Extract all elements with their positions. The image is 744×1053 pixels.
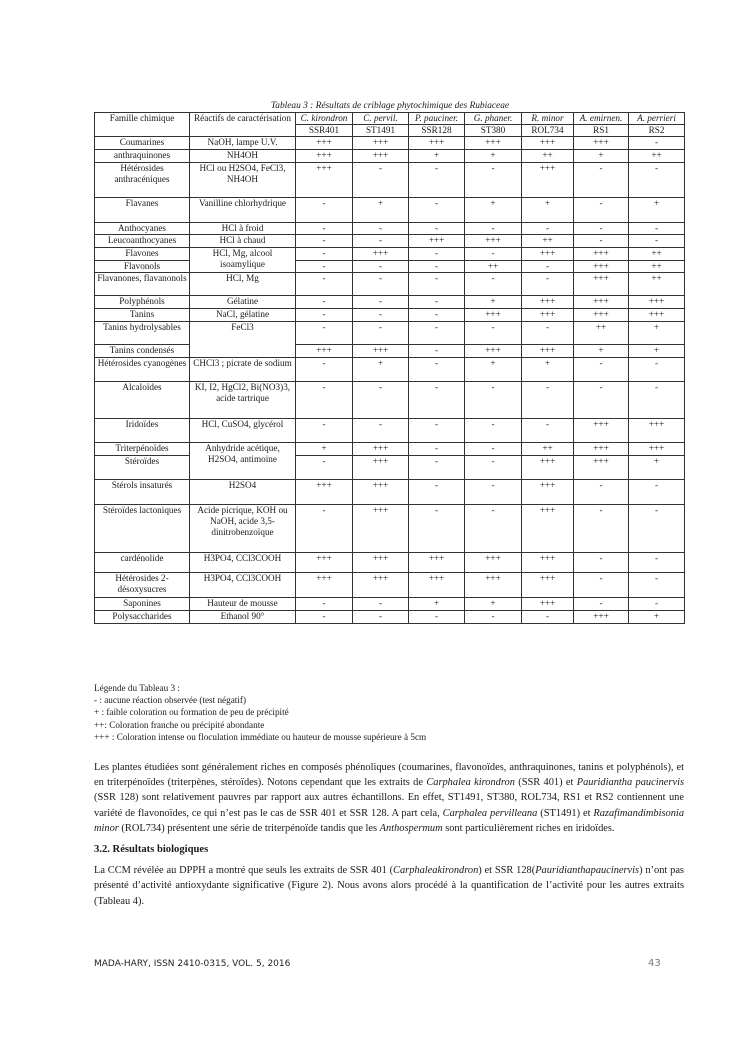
cell-result: + (522, 198, 574, 223)
cell-result: - (409, 261, 465, 273)
cell-result: +++ (522, 456, 574, 480)
cell-result: +++ (465, 235, 522, 248)
header-species: A. perrieri (629, 113, 685, 125)
cell-result: +++ (629, 309, 685, 322)
table-row (95, 611, 685, 624)
cell-famille: Polysaccharides (95, 611, 190, 624)
cell-reactif: Gélatine (190, 296, 296, 309)
cell-result: - (629, 235, 685, 248)
cell-result: + (353, 358, 409, 382)
header-code: RS1 (574, 125, 629, 137)
cell-result: + (465, 296, 522, 309)
cell-result: - (629, 480, 685, 505)
header-species: C. pervil. (353, 113, 409, 125)
cell-result: ++ (629, 261, 685, 273)
cell-famille: Flavanes (95, 198, 190, 223)
cell-reactif: KI, I2, HgCl2, Bi(NO3)3, acide tartrique (190, 382, 296, 419)
cell-result: +++ (296, 150, 353, 163)
cell-reactif: NaOH, lampe U.V. (190, 137, 296, 150)
cell-result: +++ (353, 443, 409, 456)
cell-result: - (353, 235, 409, 248)
cell-result: +++ (296, 345, 353, 358)
cell-result: - (574, 358, 629, 382)
cell-result: - (296, 419, 353, 443)
header-famille: Famille chimique (95, 113, 190, 137)
page-number: 43 (648, 958, 661, 969)
cell-result: +++ (409, 235, 465, 248)
cell-result: - (465, 273, 522, 296)
cell-result: +++ (353, 573, 409, 598)
cell-result: - (465, 163, 522, 198)
cell-result: + (409, 598, 465, 611)
table-row (95, 443, 685, 456)
cell-result: + (574, 150, 629, 163)
cell-result: - (522, 322, 574, 345)
cell-result: - (629, 573, 685, 598)
cell-result: +++ (353, 248, 409, 261)
cell-famille: Hétérosides 2-désoxysucres (95, 573, 190, 598)
legend-item: +++ : Coloration intense ou floculation immédiate ou hauteur de mousse supérieure à 5cm (94, 731, 427, 742)
cell-result: +++ (629, 443, 685, 456)
cell-result: +++ (465, 553, 522, 573)
header-reactifs: Réactifs de caractérisation (190, 113, 296, 137)
cell-result: +++ (296, 573, 353, 598)
cell-result: - (409, 223, 465, 235)
cell-result: +++ (522, 309, 574, 322)
cell-result: - (296, 261, 353, 273)
cell-result: - (409, 296, 465, 309)
cell-result: - (629, 223, 685, 235)
cell-result: - (353, 322, 409, 345)
paragraph-biological-results: La CCM révélée au DPPH a montré que seuls les extraits de SSR 401 (Carphaleakirondron) et SSR 128(Pauridianthapaucinervis) n’ont pas présenté d’activité antioxydante significative (Figure 2). Nous avons alors procédé à la quantification de l’activité pour les autres extraits (Tableau 4). (94, 865, 684, 907)
cell-famille: Polyphénols (95, 296, 190, 309)
cell-result: - (409, 273, 465, 296)
cell-result: - (296, 598, 353, 611)
cell-famille: Tanins (95, 309, 190, 322)
cell-result: +++ (574, 248, 629, 261)
cell-famille: Tanins hydrolysables (95, 322, 190, 345)
cell-famille: Stéroïdes (95, 456, 190, 480)
cell-result: - (409, 163, 465, 198)
cell-result: - (574, 235, 629, 248)
cell-result: - (353, 223, 409, 235)
cell-result: +++ (522, 553, 574, 573)
cell-result: +++ (522, 137, 574, 150)
cell-result: +++ (409, 137, 465, 150)
legend-item: ++: Coloration franche ou précipité abondante (94, 719, 265, 730)
cell-result: +++ (522, 598, 574, 611)
cell-result: - (353, 309, 409, 322)
header-species: G. phaner. (465, 113, 522, 125)
cell-result: - (574, 598, 629, 611)
cell-famille: Alcaloïdes (95, 382, 190, 419)
cell-result: + (296, 443, 353, 456)
cell-reactif: H3PO4, CCl3COOH (190, 553, 296, 573)
cell-result: +++ (296, 553, 353, 573)
cell-result: + (629, 611, 685, 624)
cell-result: - (465, 248, 522, 261)
cell-result: - (629, 505, 685, 553)
cell-result: - (296, 309, 353, 322)
table-row (95, 419, 685, 443)
legend-title: Légende du Tableau 3 : (94, 683, 180, 693)
cell-result: - (296, 322, 353, 345)
table-row (95, 322, 685, 345)
cell-famille: Flavones (95, 248, 190, 261)
cell-result: ++ (522, 443, 574, 456)
cell-result: + (353, 198, 409, 223)
cell-result: + (629, 322, 685, 345)
cell-result: - (629, 137, 685, 150)
table-row (95, 480, 685, 505)
cell-result: +++ (574, 273, 629, 296)
cell-famille: cardénolide (95, 553, 190, 573)
cell-reactif: HCl à froid (190, 223, 296, 235)
cell-result: +++ (353, 553, 409, 573)
cell-result: + (465, 358, 522, 382)
cell-reactif: FeCl3 (190, 322, 296, 358)
cell-result: +++ (574, 309, 629, 322)
legend-item: - : aucune réaction observée (test négatif) (94, 695, 247, 706)
cell-result: - (465, 443, 522, 456)
cell-result: - (409, 248, 465, 261)
cell-reactif: CHCl3 ; picrate de sodium (190, 358, 296, 382)
section-heading: 3.2. Résultats biologiques (94, 844, 209, 856)
cell-result: - (465, 419, 522, 443)
table-row (95, 573, 685, 598)
cell-result: +++ (522, 296, 574, 309)
cell-result: - (574, 198, 629, 223)
body-text (94, 760, 684, 909)
cell-famille: Saponines (95, 598, 190, 611)
table-row (95, 345, 685, 358)
cell-result: - (353, 273, 409, 296)
cell-result: - (574, 223, 629, 235)
cell-result: +++ (465, 309, 522, 322)
cell-result: - (296, 505, 353, 553)
cell-result: - (296, 235, 353, 248)
table-row (95, 598, 685, 611)
header-code: ROL734 (522, 125, 574, 137)
cell-result: - (353, 296, 409, 309)
table-row (95, 505, 685, 553)
cell-result: - (522, 382, 574, 419)
cell-result: - (353, 598, 409, 611)
cell-famille: Flavonols (95, 261, 190, 273)
table-row (95, 309, 685, 322)
table-row (95, 198, 685, 223)
cell-result: + (409, 150, 465, 163)
cell-result: ++ (629, 273, 685, 296)
cell-result: ++ (629, 248, 685, 261)
cell-reactif: HCl ou H2SO4, FeCl3, NH4OH (190, 163, 296, 198)
cell-famille: Iridoïdes (95, 419, 190, 443)
cell-result: - (574, 480, 629, 505)
cell-result: - (574, 573, 629, 598)
cell-result: +++ (465, 137, 522, 150)
header-species: A. emirnen. (574, 113, 629, 125)
cell-result: +++ (574, 261, 629, 273)
cell-result: - (629, 382, 685, 419)
cell-result: - (409, 322, 465, 345)
cell-result: +++ (522, 248, 574, 261)
table-row (95, 163, 685, 198)
cell-result: +++ (574, 419, 629, 443)
cell-result: - (574, 505, 629, 553)
table-row (95, 553, 685, 573)
header-species: R. minor (522, 113, 574, 125)
cell-famille: Stérols insaturés (95, 480, 190, 505)
cell-result: - (296, 382, 353, 419)
cell-result: - (296, 358, 353, 382)
cell-famille: Coumarines (95, 137, 190, 150)
cell-result: - (629, 553, 685, 573)
cell-famille: Triterpénoïdes (95, 443, 190, 456)
cell-result: +++ (522, 573, 574, 598)
cell-result: +++ (629, 296, 685, 309)
cell-result: - (409, 358, 465, 382)
cell-result: - (409, 382, 465, 419)
header-species: C. kirondron (296, 113, 353, 125)
cell-result: + (465, 150, 522, 163)
cell-result: - (465, 223, 522, 235)
cell-result: - (522, 611, 574, 624)
cell-result: + (629, 198, 685, 223)
cell-reactif: HCl, Mg, alcool isoamylique (190, 248, 296, 273)
cell-result: + (574, 345, 629, 358)
cell-result: +++ (296, 137, 353, 150)
cell-result: +++ (296, 480, 353, 505)
cell-result: +++ (629, 419, 685, 443)
table-row (95, 358, 685, 382)
header-species: P. pauciner. (409, 113, 465, 125)
cell-result: - (353, 419, 409, 443)
cell-result: +++ (409, 573, 465, 598)
cell-result: - (296, 456, 353, 480)
table-legend (94, 682, 684, 743)
cell-result: +++ (574, 137, 629, 150)
cell-result: - (465, 382, 522, 419)
header-code: SSR128 (409, 125, 465, 137)
cell-result: - (296, 611, 353, 624)
cell-result: - (409, 419, 465, 443)
cell-result: - (465, 505, 522, 553)
cell-famille: Hétérosides anthracéniques (95, 163, 190, 198)
cell-result: - (522, 223, 574, 235)
cell-reactif: HCl à chaud (190, 235, 296, 248)
cell-result: - (296, 296, 353, 309)
cell-reactif: Ethanol 90° (190, 611, 296, 624)
cell-result: +++ (465, 573, 522, 598)
cell-reactif: H2SO4 (190, 480, 296, 505)
table-body (95, 137, 685, 624)
cell-result: +++ (353, 480, 409, 505)
cell-result: - (409, 309, 465, 322)
cell-result: +++ (353, 456, 409, 480)
cell-result: ++ (574, 322, 629, 345)
cell-result: + (465, 198, 522, 223)
cell-famille: Hétérosides cyanogènes (95, 358, 190, 382)
cell-result: ++ (522, 235, 574, 248)
cell-result: - (465, 456, 522, 480)
cell-result: +++ (296, 163, 353, 198)
header-code: ST1491 (353, 125, 409, 137)
cell-result: - (629, 358, 685, 382)
cell-reactif: Vanilline chlorhydrique (190, 198, 296, 223)
cell-result: +++ (522, 505, 574, 553)
cell-result: - (353, 382, 409, 419)
cell-result: +++ (574, 456, 629, 480)
cell-result: +++ (353, 345, 409, 358)
cell-result: +++ (574, 296, 629, 309)
cell-result: - (522, 273, 574, 296)
cell-famille: Leucoanthocyanes (95, 235, 190, 248)
cell-result: - (574, 163, 629, 198)
cell-result: - (465, 480, 522, 505)
cell-result: ++ (465, 261, 522, 273)
cell-famille: Anthocyanes (95, 223, 190, 235)
cell-result: +++ (574, 611, 629, 624)
cell-result: - (409, 198, 465, 223)
cell-famille: Flavanones, flavanonols (95, 273, 190, 296)
cell-result: - (409, 443, 465, 456)
cell-reactif: HCl, Mg (190, 273, 296, 296)
legend-item: + : faible coloration ou formation de peu de précipité (94, 707, 289, 718)
cell-result: +++ (353, 150, 409, 163)
footer-journal: MADA-HARY, ISSN 2410-0315, VOL. 5, 2016 (94, 959, 291, 969)
cell-result: + (629, 345, 685, 358)
table-caption: Tableau 3 : Résultats de criblage phytochimique des Rubiaceae (270, 101, 510, 111)
cell-result: - (574, 382, 629, 419)
table-row (95, 137, 685, 150)
cell-result: +++ (522, 480, 574, 505)
cell-result: +++ (353, 137, 409, 150)
cell-result: + (629, 456, 685, 480)
cell-famille: Stéroïdes lactoniques (95, 505, 190, 553)
cell-result: - (353, 261, 409, 273)
cell-reactif: NaCl, gélatine (190, 309, 296, 322)
table-row (95, 296, 685, 309)
cell-result: + (522, 358, 574, 382)
cell-result: - (296, 273, 353, 296)
header-code: ST380 (465, 125, 522, 137)
header-code: RS2 (629, 125, 685, 137)
cell-result: ++ (522, 150, 574, 163)
cell-result: - (409, 480, 465, 505)
table-row (95, 273, 685, 296)
cell-result: + (465, 598, 522, 611)
phytochemical-table (94, 112, 685, 624)
table-row (95, 235, 685, 248)
table-row (95, 150, 685, 163)
cell-result: - (353, 611, 409, 624)
cell-result: - (409, 456, 465, 480)
table-row (95, 248, 685, 261)
cell-result: - (409, 611, 465, 624)
cell-famille: anthraquinones (95, 150, 190, 163)
paragraph-phytochemical-summary: Les plantes étudiées sont généralement riches en composés phénoliques (coumarines, flavonoïdes, anthraquinones, tanins et polyphénols), et en triterpénoïdes (triterpènes, stéroïdes). Notons cependant que les extraits de Carphalea kirondron (SSR 401) et Pauridiantha paucinervis (SSR 128) sont relativement pauvres par rapport aux autres échantillons. En effet, ST1491, ST380, ROL734, RS1 et RS2 contiennent une variété de flavonoïdes, ce qui n’est pas le cas de SSR 401 et SSR 128. A part cela, Carphalea pervilleana (ST1491) et Razafimandimbisonia minor (ROL734) présentent une série de triterpénoïde tandis que les Anthospermum sont particulièrement riches en iridoïdes. (94, 762, 685, 834)
cell-result: - (465, 611, 522, 624)
cell-result: - (522, 419, 574, 443)
table-row (95, 382, 685, 419)
cell-result: - (296, 248, 353, 261)
cell-result: - (522, 261, 574, 273)
cell-result: - (296, 223, 353, 235)
cell-famille: Tanins condensés (95, 345, 190, 358)
cell-reactif: Acide picrique, KOH ou NaOH, acide 3,5-dinitrobenzoïque (190, 505, 296, 553)
cell-result: +++ (574, 443, 629, 456)
cell-reactif: H3PO4, CCl3COOH (190, 573, 296, 598)
cell-result: - (629, 598, 685, 611)
cell-result: ++ (629, 150, 685, 163)
cell-result: - (409, 345, 465, 358)
cell-reactif: Hauteur de mousse (190, 598, 296, 611)
cell-reactif: Anhydride acétique, H2SO4, antimoine (190, 443, 296, 480)
cell-result: - (465, 322, 522, 345)
cell-result: - (296, 198, 353, 223)
cell-result: - (574, 553, 629, 573)
cell-result: +++ (353, 505, 409, 553)
table-row (95, 223, 685, 235)
cell-result: +++ (522, 345, 574, 358)
table-row (95, 456, 685, 480)
cell-result: - (409, 505, 465, 553)
header-code: SSR401 (296, 125, 353, 137)
cell-result: +++ (465, 345, 522, 358)
cell-result: - (353, 163, 409, 198)
cell-result: +++ (409, 553, 465, 573)
table-row (95, 261, 685, 273)
cell-result: +++ (522, 163, 574, 198)
cell-reactif: HCl, CuSO4, glycérol (190, 419, 296, 443)
cell-result: - (629, 163, 685, 198)
cell-reactif: NH4OH (190, 150, 296, 163)
